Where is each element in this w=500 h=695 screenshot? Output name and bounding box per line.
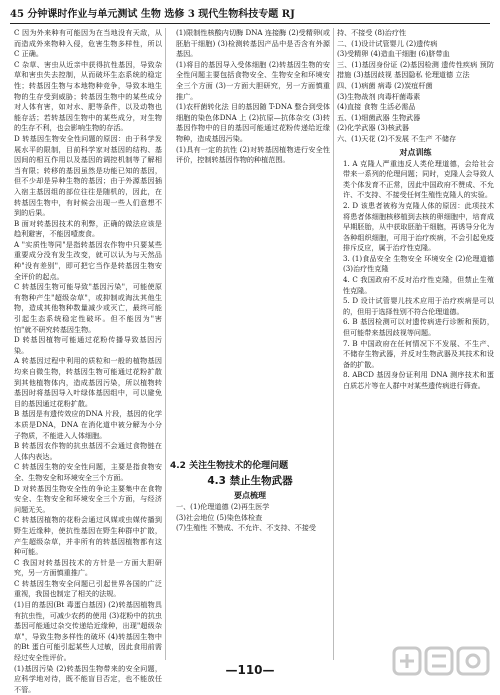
answer-paragraph: A "实质性等同"是指转基因农作物中只要某些重要成分没有发生改变，就可以认为与天然品种"没有差别"，即可把它当作是转基因生物安全评价的起点。 <box>14 239 162 281</box>
answer-paragraph: (7)生殖性 不赞成、不允许、不支持、不接受 <box>176 523 316 533</box>
answer-line: 持、不接受 (8)治疗性 <box>337 28 407 37</box>
watermark-logo-icon <box>392 644 492 678</box>
answer-line: (3)生物战剂 肉毒杆菌毒素 <box>337 91 421 101</box>
answer-line: (2)化学武器 (3)核武器 <box>337 123 410 133</box>
answer-paragraph: (1)具有一定的抗性 (2)对转基因植物进行安全性评价，控制转基因作物的种植范围。 <box>176 144 330 165</box>
answer-paragraph: (1)限制性核酸内切酶 DNA 连接酶 (2)受精卵(或胚胎干细胞) (3)检测转基因产品中是否含有外源基因。 <box>176 28 330 59</box>
middle-answers <box>170 28 330 458</box>
answer-paragraph: D 转基因生物安全性问题的原因：由于科学发展水平的限制，目前科学家对基因的结构、基因间的相互作用以及基因的调控机制等了解相当有限；转移的基因虽然是功能已知的基因，但不少却是异种生物的基因；由于外源基因插入宿主基因组的部位往往是随机的，因此，在转基因生物中，有时候会出现一些人们意想不到的后果。 <box>14 133 162 218</box>
subsection-heading: 对点训练 <box>399 147 432 157</box>
answer-paragraph: B 转基因农作物的抗虫基因不会通过食物链在人体内表达。 <box>14 441 162 461</box>
section-heading: 4.2 关注生物技术的伦理问题 <box>170 461 289 471</box>
answer-line: 三、(1)基因身份证 (2)基因检测 遗传性疾病 预防措施 (3)基因歧视 基因隐私 伦理道德 立法 <box>337 59 494 80</box>
column-right <box>337 28 494 662</box>
answer-paragraph: 6. B 基因检测可以对遗传病进行诊断和预防，但可能带来基因歧视等问题。 <box>343 317 494 338</box>
answer-paragraph: A 转基因过程中利用的质粒和一般的植物基因均来自微生物，转基因生物可能通过花粉扩散到其他植物体内，造成基因污染，所以植物转基因时将基因导入叶绿体基因组中，可以避免目的基因通过花粉扩散。 <box>14 356 162 408</box>
answer-paragraph: C 我国对转基因技术的方针是一方面大胆研究，另一方面慎重推广。 <box>14 557 162 578</box>
answer-paragraph: C 杂草、害虫从近亲中获得抗性基因，导致杂草和害虫失去控制，从而破坏生态系统的稳定性；转基因生物与本地物种竞争，导致本地生物的生存受到威胁；转基因生物中的某些成分对人体有害，如对水、肥等条件，以及动物也能存活；若转基因生物中的某些成分，对生物的生存不利，也会影响生物的存活。 <box>14 59 162 133</box>
answer-paragraph: 3. (1)食品安全 生物安全 环境安全 (2)伦理道德 (3)治疗性克隆 <box>343 253 494 274</box>
answer-paragraph: C 因为外来种有可能因为在当地没有天敌，从而造成外来物种入侵，危害生物多样性，所以 C 正确。 <box>14 28 162 59</box>
answer-line: 五、(1)细菌武器 生物武器 <box>337 112 421 122</box>
answer-paragraph: B 基因是有遗传效应的DNA 片段，基因的化学本质是DNA，DNA 在消化道中被分解为小分子物质，不能进入人体细胞。 <box>14 409 162 440</box>
answer-paragraph: C 转基因生物安全问题已引起世界各国的广泛重视，我国也制定了相关的法规。 <box>14 578 162 599</box>
column-left <box>8 28 162 694</box>
column-divider <box>165 28 166 660</box>
column-divider <box>333 28 334 660</box>
answer-paragraph: C 转基因植物的花粉会通过风媒或虫媒传播到野生近缘种，使抗性基因在野生种群中扩散，产生超级杂草，并非所有的转基因植物都有这种可能。 <box>14 515 162 557</box>
answer-line: 六、(1)天花 (2)不发展 不生产 不储存 <box>337 133 457 143</box>
answer-line: 四、(1)病菌 病毒 (2)炭疽杆菌 <box>337 80 433 90</box>
answer-line: 二、(1)设计试管婴儿 (2)遗传病 <box>337 38 438 48</box>
answer-paragraph: 7. B 中国政府在任何情况下不发展、不生产、不储存生物武器，并反对生物武器及其技术和设备的扩散。 <box>343 338 494 369</box>
answer-line: (3)受精卵 (4)造血干细胞 (6)脐带血 <box>337 49 450 59</box>
section-heading: 4.3 禁止生物武器 <box>207 475 293 487</box>
subsection-heading: 要点梳理 <box>234 491 266 500</box>
answer-paragraph: 8. ABCD 基因身份证利用 DNA 测序技术和蛋白质芯片等在人群中对某些遗传病进行筛查。 <box>343 370 494 390</box>
answer-line: (4)直接 食物 生活必需品 <box>337 102 416 112</box>
answer-paragraph: C 转基因生物的安全性问题，主要是指食物安全、生物安全和环境安全三个方面。 <box>14 462 162 482</box>
answer-paragraph: 1. A 克隆人严重违反人类伦理道德，会给社会带来一系列的伦理问题；同时，克隆人会导致人类个体发育不正常，因此中国政府不赞成、不允许、不支持、不接受任何生殖性克隆人的实验。 <box>343 158 494 200</box>
answer-paragraph: 5. D 设计试管婴儿技术应用于治疗疾病是可以的，但用于选择性别不符合伦理道德。 <box>343 296 494 316</box>
column-middle <box>170 28 330 662</box>
answer-paragraph: D 对转基因生物安全性的争论主要集中在食物安全、生物安全和环境安全三个方面，与经济问题无关。 <box>14 483 162 514</box>
page-header: 45 分钟课时作业与单元测试 生物 选修 3 现代生物科技专题 RJ <box>10 6 490 24</box>
answer-paragraph: (1)将目的基因导入受体细胞 (2)转基因生物的安全性问题主要包括食物安全、生物安全和环境安全三个方面 (3)一方面大胆研究，另一方面慎重推广。 <box>176 59 330 101</box>
answer-paragraph: 4. C 我国政府不反对治疗性克隆，但禁止生殖性克隆。 <box>343 275 494 295</box>
answer-paragraph: B 面对转基因技术的利弊，正确的做法应该是趋利避害，不能因噎废食。 <box>14 218 162 239</box>
answer-paragraph: 一、(1)伦理道德 (2)再生医学 <box>176 502 270 511</box>
answer-paragraph: (1)目的基因(Bt 毒蛋白基因) (2)转基因植物具有抗虫性，可减少农药的使用 (3)花粉中的抗虫基因可能通过杂交传递给近缘种，出现"超级杂草"，导致生物多样性的破坏 (4)转基因生物中的Bt 蛋白可能引起某些人过敏，因此食用前需经过安全性评价。 <box>14 600 162 663</box>
answer-paragraph: (1)基因污染 (2)转基因生物带来的安全问题，应科学地对待，既不能盲目否定，也不能放任不管。 <box>14 663 162 694</box>
answer-paragraph: D 转基因植物可能通过花粉传播导致基因污染。 <box>14 335 162 355</box>
answer-paragraph: (3)社会地位 (5)染色体检查 <box>176 512 263 522</box>
page-number: —110— <box>225 663 275 677</box>
answer-paragraph: C 转基因生物可能导致"基因污染"，可能使原有物种产生"超级杂草"，或抑制或淘汰其他生物，造成其他物种数量减少或灭亡，最终可能引起生态系统稳定性破坏。但不能因为"害怕"就不研究转基因生物。 <box>14 282 162 334</box>
answer-paragraph: 2. D 该患者被称为克隆人体的原因：此项技术将患者体细胞核移植到去核的卵细胞中，培育成早期胚胎，从中获取胚胎干细胞，再诱导分化为各种组织细胞，可用于治疗疾病，不会引起免疫排斥反应，属于治疗性克隆。 <box>343 200 494 253</box>
answer-paragraph: (1)农杆菌转化法 目的基因随 T-DNA 整合到受体细胞的染色体DNA 上 (2)抗原—抗体杂交 (3)转基因作物中的目的基因可能通过花粉传递给近缘物种，造成基因污染。 <box>176 102 330 143</box>
